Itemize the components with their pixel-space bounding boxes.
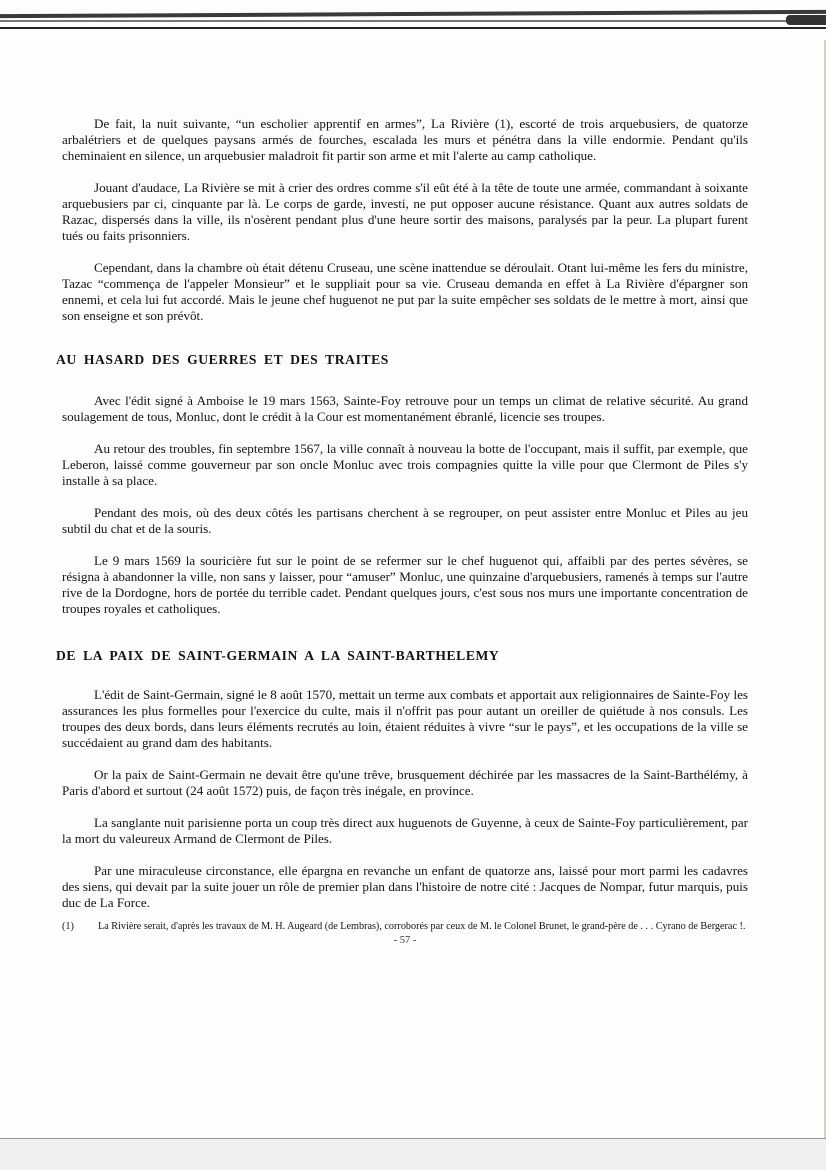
paragraph: De fait, la nuit suivante, “un escholier apprentif en armes”, La Rivière (1), escorté de trois arquebusiers, de quatorze arbalétriers et de quelques paysans armés de fourches, escalada les murs et pénétra dans la ville endormie. Pendant qu'ils cheminaient en silence, un arquebusier maladroit fit partir son arme et mit l'alerte au camp catholique. [62,116,748,163]
scan-bottom-edge [0,1138,826,1170]
page-number: - 57 - [393,935,417,946]
paragraph: Jouant d'audace, La Rivière se mit à crier des ordres comme s'il eût été à la tête de toute une armée, commandant à soixante arquebusiers par ci, cinquante par là. Le corps de garde, investi, ne put opposer aucune résistance. Quant aux autres soldats de Razac, dispersés dans la ville, ils n'osèrent pendant plus d'une heure sortir des maisons, paralysés par la peur. La plupart furent tués ou faits prisonniers. [62,180,748,243]
footnote-text: La Rivière serait, d'après les travaux de M. H. Augeard (de Lembras), corroborés par ceux de M. le Colonel Brunet, le grand-père de . . . Cyrano de Bergerac !. [98,921,746,932]
paragraph: Pendant des mois, où des deux côtés les partisans cherchent à se regrouper, on peut assister entre Monluc et Piles au jeu subtil du chat et de la souris. [62,505,748,536]
section-heading: AU HASARD DES GUERRES ET DES TRAITES [56,352,389,367]
paragraph: Le 9 mars 1569 la souricière fut sur le point de se refermer sur le chef huguenot qui, affaibli par des pertes sévères, se résigna à abandonner la ville, non sans y laisser, pour “amuser” Monluc, une quinzaine d'arquebusiers, ramenés à temps sur l'autre rive de la Dordogne, hors de portée du terrible cadet. Pendant quelques jours, c'est sous nos murs une importante concentration de troupes royales et catholiques. [62,553,748,616]
paragraph: La sanglante nuit parisienne porta un coup très direct aux huguenots de Guyenne, à ceux de Sainte-Foy particulièrement, par la mort du valeureux Armand de Clermont de Piles. [62,815,748,846]
document-page [56,116,748,946]
paragraph: Par une miraculeuse circonstance, elle épargna en revanche un enfant de quatorze ans, laissé pour mort parmi les cadavres des siens, qui devait par la suite jouer un rôle de premier plan dans l'histoire de notre cité : Jacques de Nompar, futur marquis, puis duc de La Force. [62,863,748,910]
footnote [62,921,748,933]
paragraph: Or la paix de Saint-Germain ne devait être qu'une trêve, brusquement déchirée par les massacres de la Saint-Barthélémy, à Paris d'abord et surtout (24 août 1572) puis, de façon très inégale, en province. [62,767,748,798]
footnote-mark: (1) [62,921,74,932]
scan-top-edge [0,0,826,40]
paragraph: Au retour des troubles, fin septembre 1567, la ville connaît à nouveau la botte de l'occupant, mais il suffit, par exemple, que Leberon, laissé comme gouverneur par son oncle Monluc avec trois compagnies quitte la ville pour que Clermont de Piles s'y installe à sa place. [62,441,748,488]
paragraph: Avec l'édit signé à Amboise le 19 mars 1563, Sainte-Foy retrouve pour un temps un climat de relative sécurité. Au grand soulagement de tous, Monluc, dont le crédit à la Cour est momentanément ébranlé, licencie ses troupes. [62,393,748,424]
paragraph: L'édit de Saint-Germain, signé le 8 août 1570, mettait un terme aux combats et apportait aux religionnaires de Sainte-Foy les assurances les plus formelles pour l'exercice du culte, mais il n'offrit pas pour autant un oreiller de quiétude à nos consuls. Les troupes des deux bords, dans leurs éléments recrutés au loin, étaient réduites à vivre “sur le pays”, et les occupations de la ville se succédaient au grand dam des habitants. [62,687,748,750]
paragraph: Cependant, dans la chambre où était détenu Cruseau, une scène inattendue se déroulait. Otant lui-même les fers du ministre, Tazac “commença de l'appeler Monsieur” et le suppliait pour sa vie. Cruseau demanda en effet à La Rivière d'épargner son ennemi, et cela lui fut accordé. Mais le jeune chef huguenot ne put par la suite empêcher ses soldats de le mettre à mort, ainsi que son enseigne et son prévôt. [62,260,748,323]
section-heading: DE LA PAIX DE SAINT-GERMAIN A LA SAINT-BARTHELEMY [56,648,500,663]
